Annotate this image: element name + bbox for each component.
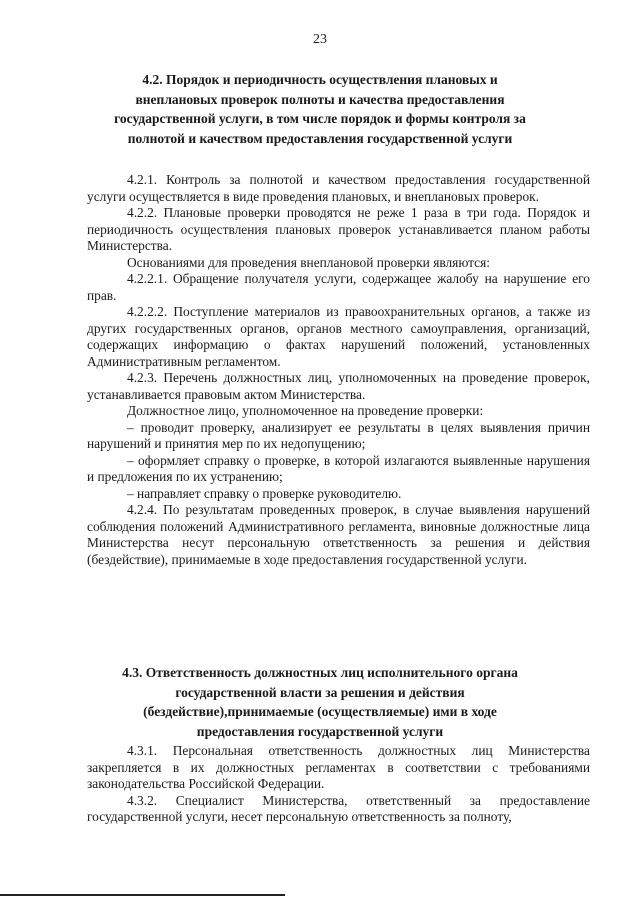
paragraph-official-duties: Должностное лицо, уполномоченное на проведение проверки:	[127, 403, 484, 418]
list-item-send-report: – направляет справку о проверке руководителю.	[127, 485, 402, 501]
paragraph-4-3-1: 4.3.1. Персональная ответственность должностных лиц Министерства закрепляется в их должностных регламентах в соответствии с требованиями законодательства Российской Федерации.	[87, 743, 590, 791]
section-body-4-2	[87, 172, 590, 568]
page-number: 23	[313, 32, 327, 47]
paragraph-4-2-3: 4.2.3. Перечень должностных лиц, уполномоченных на проведение проверок, устанавливается правовым актом Министерства.	[87, 370, 590, 402]
paragraph-4-2-2: 4.2.2. Плановые проверки проводятся не реже 1 раза в три года. Порядок и периодичность осуществления плановых проверок устанавливается планом работы Министерства.	[87, 205, 590, 253]
list-item-conduct-check: – проводит проверку, анализирует ее результаты в целях выявления причин нарушений и принятия мер по их недопущению;	[87, 419, 590, 451]
section-heading-4-3: 4.3. Ответственность должностных лиц исполнительного органа государственной власти за решения и действия (бездействие),принимаемые (осуществляемые) ими в ходе предоставления государственной услуги	[122, 665, 518, 739]
paragraph-4-3-2: 4.3.2. Специалист Министерства, ответственный за предоставление государственной услуги, несет персональную ответственность за полноту,	[87, 792, 590, 824]
paragraph-4-2-2-1: 4.2.2.1. Обращение получателя услуги, содержащее жалобу на нарушение его прав.	[87, 271, 590, 303]
section-body-4-3	[87, 743, 590, 826]
paragraph-grounds: Основаниями для проведения внеплановой проверки являются:	[127, 254, 491, 270]
paragraph-4-2-4: 4.2.4. По результатам проведенных проверок, в случае выявления нарушений соблюдения положений Административного регламента, виновные должностные лица Министерства несут персональную ответственность за решения и действия (бездействие), принимаемые в ходе предоставления государственной услуги.	[87, 502, 590, 567]
paragraph-4-2-2-2: 4.2.2.2. Поступление материалов из правоохранительных органов, а также из других государственных органов, органов местного самоуправления, организаций, содержащих информацию о фактах нарушений положений, установленных Административным регламентом.	[87, 304, 590, 369]
paragraph-4-2-1: 4.2.1. Контроль за полнотой и качеством предоставления государственной услуги осуществляется в виде проведения плановых, и внеплановых проверок.	[87, 172, 590, 204]
list-item-draft-report: – оформляет справку о проверке, в которой излагаются выявленные нарушения и предложения по их устранению;	[87, 452, 590, 484]
section-heading-4-2: 4.2. Порядок и периодичность осуществления плановых и внеплановых проверок полноты и качества предоставления государственной услуги, в том числе порядок и формы контроля за полнотой и качеством предоставления государственной услуги	[114, 72, 526, 146]
bottom-rule	[0, 894, 285, 896]
